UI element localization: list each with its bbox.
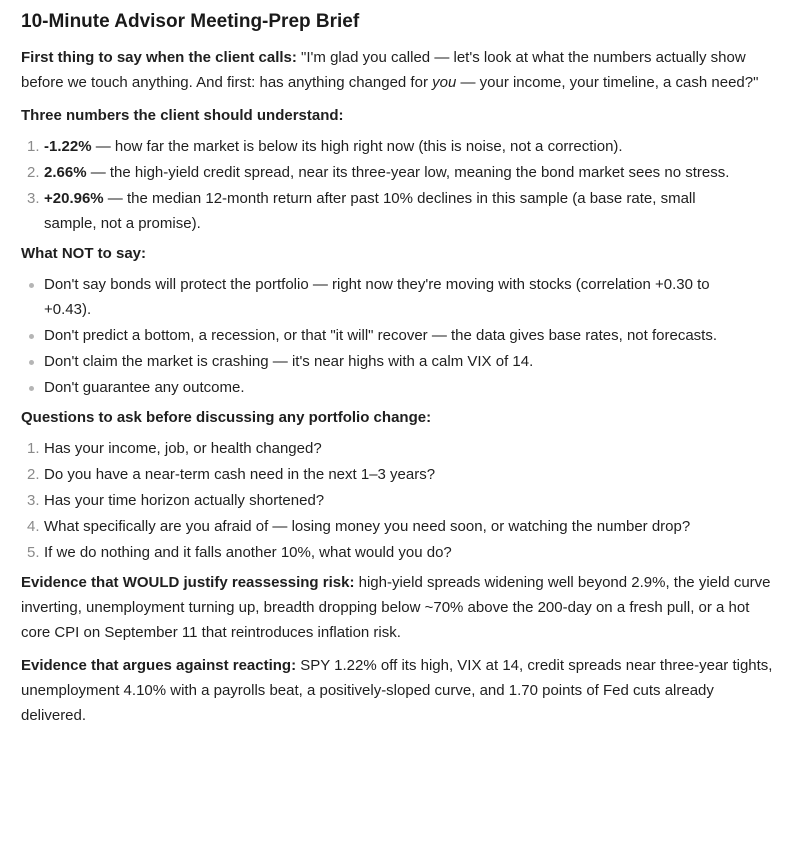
number-description: — how far the market is below its high right now (this is noise, not a correction). bbox=[91, 138, 623, 155]
evidence-for-paragraph bbox=[21, 570, 775, 645]
number-value: -1.22% bbox=[44, 138, 92, 155]
number-value: +20.96% bbox=[44, 190, 104, 207]
list-number: 2. bbox=[27, 164, 40, 181]
list-item bbox=[21, 272, 775, 322]
list-item bbox=[21, 488, 775, 513]
question-text: Has your time horizon actually shortened? bbox=[44, 492, 325, 509]
list-number: 1. bbox=[27, 138, 40, 155]
questions-heading: Questions to ask before discussing any portfolio change: bbox=[21, 409, 432, 426]
bullet-icon bbox=[29, 360, 34, 365]
evidence-against-text: SPY 1.22% off its high, VIX at 14, credit spreads near three-year tights, unemployment 4.10% with a payrolls beat, a positively-sloped curve, and 1.70 points of Fed cuts already delivered. bbox=[21, 657, 773, 724]
number-description: — the high-yield credit spread, near its three-year low, meaning the bond market sees no stress. bbox=[86, 164, 730, 181]
list-item bbox=[21, 160, 775, 185]
page-title: 10-Minute Advisor Meeting-Prep Brief bbox=[21, 11, 360, 32]
three-numbers-list bbox=[21, 134, 775, 236]
question-text: Do you have a near-term cash need in the next 1–3 years? bbox=[44, 466, 436, 483]
question-text: Has your income, job, or health changed? bbox=[44, 440, 322, 457]
three-numbers-heading: Three numbers the client should understand: bbox=[21, 107, 344, 124]
list-item bbox=[21, 323, 775, 348]
list-number: 1. bbox=[27, 440, 40, 457]
first-thing-text-b: — your income, your timeline, a cash need?" bbox=[456, 74, 759, 91]
first-thing-text-a: "I'm glad you called — let's look at what the numbers actually show before we touch anything. And first: has anything changed for bbox=[21, 49, 746, 91]
question-text: If we do nothing and it falls another 10%, what would you do? bbox=[44, 544, 452, 561]
evidence-against-label: Evidence that argues against reacting: bbox=[21, 657, 297, 674]
number-description: — the median 12-month return after past 10% declines in this sample (a base rate, small sample, not a promise). bbox=[44, 190, 696, 232]
number-value: 2.66% bbox=[44, 164, 87, 181]
first-thing-emphasis: you bbox=[432, 74, 457, 91]
bullet-icon bbox=[29, 283, 34, 288]
first-thing-paragraph bbox=[21, 45, 775, 95]
bullet-text: Don't predict a bottom, a recession, or that "it will" recover — the data gives base rates, not forecasts. bbox=[44, 327, 717, 344]
list-item bbox=[21, 540, 775, 565]
questions-list bbox=[21, 436, 775, 565]
bullet-icon bbox=[29, 386, 34, 391]
what-not-list bbox=[21, 272, 775, 400]
list-number: 3. bbox=[27, 492, 40, 509]
list-number: 4. bbox=[27, 518, 40, 535]
bullet-text: Don't claim the market is crashing — it's near highs with a calm VIX of 14. bbox=[44, 353, 534, 370]
bullet-icon bbox=[29, 334, 34, 339]
list-item bbox=[21, 514, 775, 539]
list-number: 2. bbox=[27, 466, 40, 483]
first-thing-label: First thing to say when the client calls: bbox=[21, 49, 297, 66]
list-item bbox=[21, 186, 775, 236]
evidence-for-label: Evidence that WOULD justify reassessing risk: bbox=[21, 574, 355, 591]
what-not-heading: What NOT to say: bbox=[21, 245, 147, 262]
list-item bbox=[21, 375, 775, 400]
bullet-text: Don't say bonds will protect the portfolio — right now they're moving with stocks (correlation +0.30 to +0.43). bbox=[44, 276, 710, 318]
list-number: 3. bbox=[27, 190, 40, 207]
bullet-text: Don't guarantee any outcome. bbox=[44, 379, 245, 396]
list-number: 5. bbox=[27, 544, 40, 561]
evidence-against-paragraph bbox=[21, 653, 775, 728]
list-item bbox=[21, 436, 775, 461]
list-item bbox=[21, 134, 775, 159]
question-text: What specifically are you afraid of — losing money you need soon, or watching the number drop? bbox=[44, 518, 691, 535]
evidence-for-text: high-yield spreads widening well beyond 2.9%, the yield curve inverting, unemployment turning up, breadth dropping below ~70% above the 200-day on a fresh pull, or a hot core CPI on September 11 that reintroduces inflation risk. bbox=[21, 574, 771, 641]
list-item bbox=[21, 462, 775, 487]
list-item bbox=[21, 349, 775, 374]
